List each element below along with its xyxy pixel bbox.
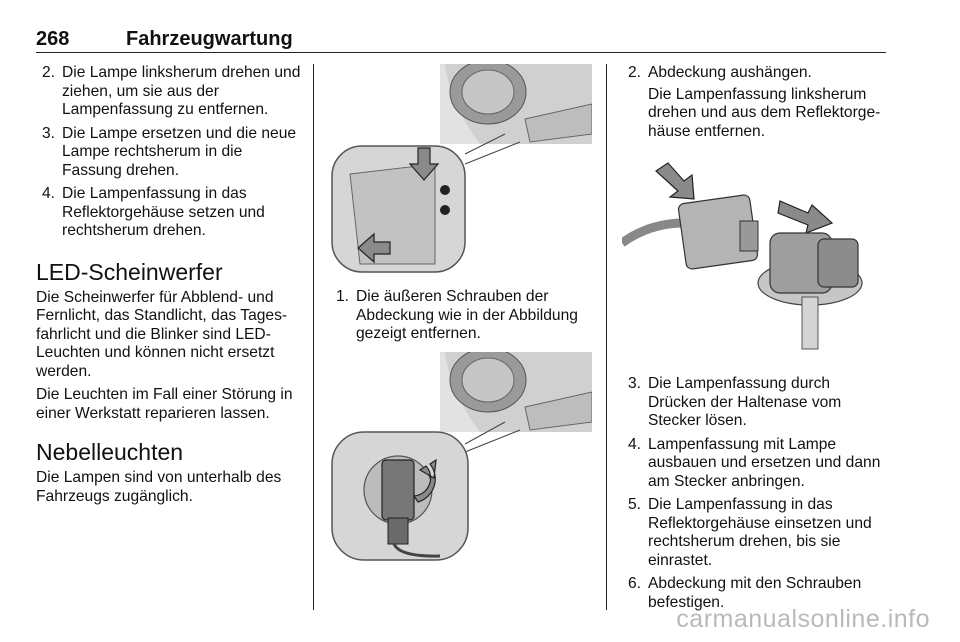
step-text: Abdeckung mit den Schrauben befestigen. [648,575,862,611]
section-title: Fahrzeugwartung [126,28,293,50]
step-text: Abdeckung aushängen. [648,64,812,81]
column-divider [606,64,607,610]
step-number: 3. [42,124,56,142]
step-list [36,64,302,241]
step-number: 2. [628,64,642,81]
figure-lamp-socket [330,352,592,562]
illustration-fog-lamp-access [330,352,592,562]
column-right [622,64,886,617]
step-number: 4. [628,435,642,453]
column-middle [330,64,592,562]
list-item [330,288,592,344]
step-list [622,64,886,83]
list-item [622,64,886,83]
column-left [36,64,302,511]
step-number: 3. [628,375,642,392]
step-text: Die Lampe ersetzen und die neue Lampe rechtsherum in die Fassung drehen. [62,124,297,179]
led-paragraph: Die Scheinwerfer für Abblend- und Fernlicht, das Standlicht, das Tages-fahrlicht und die Blinker sind LED-Leuchten und können nicht ersetzt werden. [36,288,288,380]
column-divider [313,64,314,610]
illustration-connector-removal [622,151,886,361]
step-2-detail: Die Lampenfassung linksherum drehen und aus dem Reflektorge-häuse entfernen. [648,85,881,140]
step-number: 5. [628,496,642,513]
illustration-bumper-cover [330,64,592,274]
led-paragraph-2: Die Leuchten im Fall einer Störung in einer Werkstatt reparieren lassen. [36,386,293,422]
step-text: Die äußeren Schrauben der Abdeckung wie in der Abbildung gezeigt entfernen. [356,288,578,342]
fog-paragraph: Die Lampen sind von unterhalb des Fahrzeugs zugänglich. [36,469,282,505]
page-number: 268 [36,28,70,50]
watermark: carmanualsonline.info [676,605,930,633]
step-text: Die Lampe linksherum drehen und ziehen, um sie aus der Lampenfassung zu entfernen. [62,64,301,118]
step-list [622,375,886,612]
step-number: 2. [42,64,56,81]
figure-screw-removal [330,64,592,274]
list-item [36,185,302,241]
step-number: 4. [42,185,56,202]
list-item [36,64,302,120]
figure-socket-connector [622,151,886,361]
list-item [622,496,886,570]
page-header [36,26,886,53]
step-number: 1. [336,288,350,305]
step-number: 6. [628,575,642,592]
fog-heading: Nebelleuchten [36,439,184,465]
step-list [330,288,592,344]
list-item [36,125,302,181]
step-text: Lampenfassung mit Lampe ausbauen und ersetzen und dann am Stecker anbringen. [648,435,881,490]
step-text: Die Lampenfassung in das Reflektorgehäuse einsetzen und rechtsherum drehen, bis sie einrastet. [648,496,872,569]
step-text: Die Lampenfassung in das Reflektorgehäuse setzen und rechtsherum drehen. [62,185,265,239]
list-item [622,436,886,492]
list-item [622,375,886,431]
step-text: Die Lampenfassung durch Drücken der Haltenase vom Stecker lösen. [648,375,842,429]
led-heading: LED-Scheinwerfer [36,258,223,285]
